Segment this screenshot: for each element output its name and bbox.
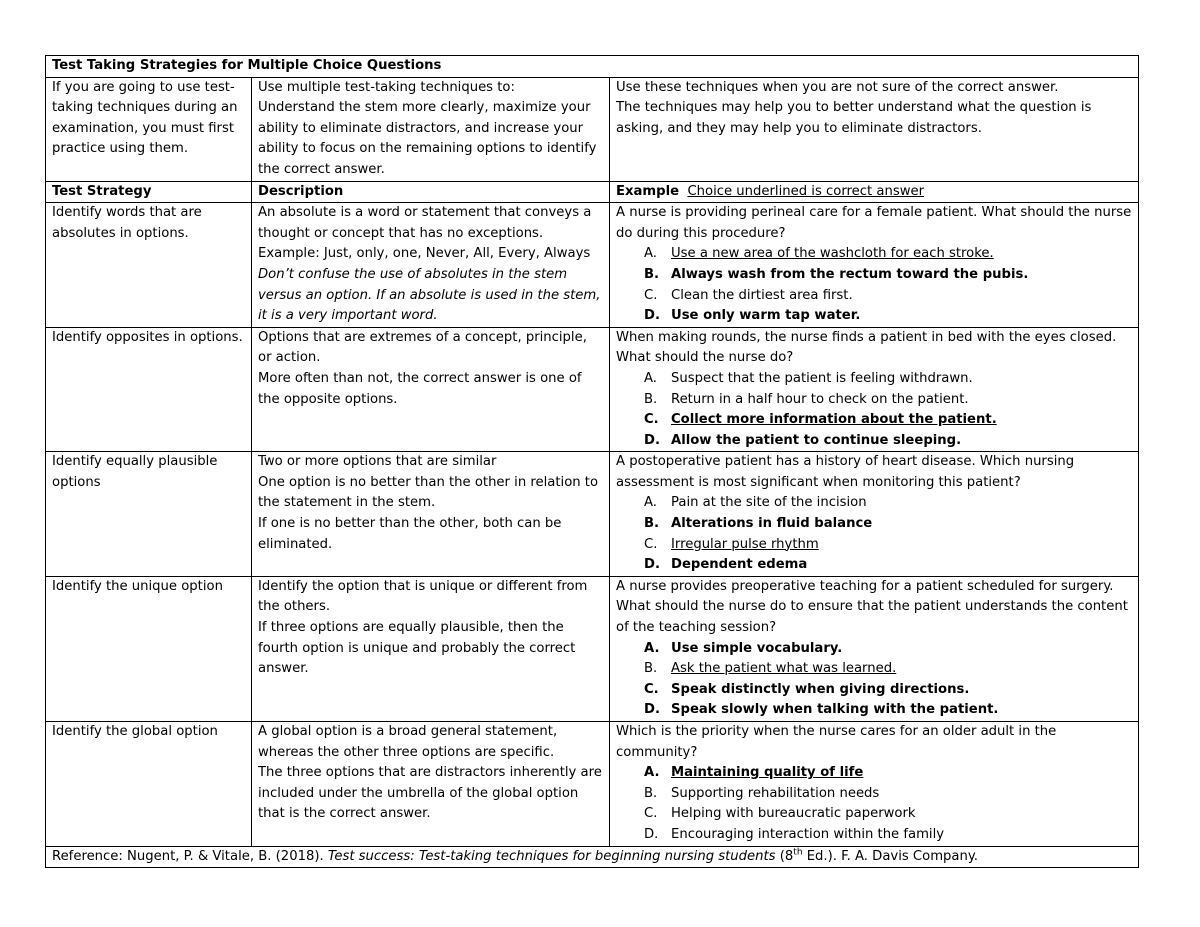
header-description: Description [252, 181, 610, 203]
answer-option [616, 244, 1132, 265]
answer-option [616, 804, 1132, 825]
example-cell [610, 203, 1139, 328]
option-letter: A. [644, 640, 660, 656]
option-letter: D. [644, 308, 660, 324]
strategy-cell: Identify opposites in options. [46, 327, 252, 452]
strategy-row [46, 327, 1139, 452]
answer-option [616, 784, 1132, 805]
reference-edition: (8 [775, 848, 794, 864]
intro-col2-line: Understand the stem more clearly, maximize your ability to eliminate distractors, and increase your ability to focus on the remaining options to identify the correct answer. [258, 100, 597, 177]
description-cell [252, 452, 610, 577]
option-letter: A. [644, 495, 657, 511]
option-letter: B. [644, 785, 658, 801]
intro-col3-line: The techniques may help you to better understand what the question is asking, and they may help you to eliminate distractors. [616, 100, 1092, 136]
description-cell [252, 327, 610, 452]
reference-row [46, 846, 1139, 868]
option-text: Collect more information about the patient. [671, 412, 997, 428]
description-line: Example: Just, only, one, Never, All, Every, Always [258, 246, 591, 262]
example-question: A nurse is providing perineal care for a female patient. What should the nurse do during this procedure? [616, 205, 1132, 241]
answer-option [616, 286, 1132, 307]
description-line: Options that are extremes of a concept, principle, or action. [258, 329, 587, 366]
option-letter: D. [644, 557, 660, 573]
option-letter: A. [644, 370, 657, 386]
strategies-table [45, 55, 1139, 868]
example-cell [610, 452, 1139, 577]
answer-option [616, 369, 1132, 390]
answer-option [616, 639, 1132, 660]
description-line: Two or more options that are similar [258, 454, 497, 470]
answer-option [616, 555, 1132, 576]
example-cell [610, 576, 1139, 721]
document-page [45, 55, 1138, 868]
strategy-row [46, 722, 1139, 847]
answer-options [616, 369, 1132, 451]
example-cell [610, 327, 1139, 452]
description-line: A global option is a broad general statement, whereas the other three options are specific. [258, 724, 558, 760]
answer-option [616, 306, 1132, 327]
intro-col3-line: Use these techniques when you are not sure of the correct answer. [616, 79, 1059, 95]
answer-option [616, 535, 1132, 556]
option-letter: C. [644, 287, 658, 303]
title-row [46, 56, 1139, 78]
answer-options [616, 763, 1132, 845]
option-text: Speak distinctly when giving directions. [671, 681, 970, 697]
option-letter: D. [644, 702, 660, 718]
example-question: Which is the priority when the nurse cares for an older adult in the community? [616, 724, 1057, 760]
reference-edition-sup: th [793, 847, 803, 858]
answer-option [616, 431, 1132, 452]
option-text: Suspect that the patient is feeling withdrawn. [671, 370, 973, 386]
option-text: Allow the patient to continue sleeping. [671, 432, 962, 448]
description-cell [252, 722, 610, 847]
reference-book-title: Test success: Test-taking techniques for beginning nursing students [327, 848, 776, 864]
description-cell [252, 203, 610, 328]
option-text: Maintaining quality of life [671, 765, 864, 781]
option-text: Irregular pulse rhythm [671, 536, 819, 552]
intro-col1: If you are going to use test-taking techniques during an examination, you must first practice using them. [46, 77, 252, 181]
answer-option [616, 514, 1132, 535]
reference-prefix: Reference: Nugent, P. & Vitale, B. (2018). [52, 848, 328, 864]
option-letter: C. [644, 806, 658, 822]
description-line: The three options that are distractors inherently are included under the umbrella of the global option that is the correct answer. [258, 765, 602, 822]
option-text: Helping with bureaucratic paperwork [671, 806, 916, 822]
answer-options [616, 639, 1132, 721]
strategy-row [46, 203, 1139, 328]
header-example-label: Example [616, 183, 680, 199]
option-letter: A. [644, 765, 660, 781]
option-text: Alterations in fluid balance [671, 516, 873, 532]
header-example-note: Choice underlined is correct answer [687, 183, 925, 199]
reference-suffix: Ed.). F. A. Davis Company. [802, 848, 978, 864]
answer-option [616, 659, 1132, 680]
option-text: Speak slowly when talking with the patient. [671, 702, 999, 718]
answer-option [616, 763, 1132, 784]
answer-option [616, 265, 1132, 286]
answer-options [616, 244, 1132, 326]
strategy-row [46, 576, 1139, 721]
option-text: Clean the dirtiest area first. [671, 287, 853, 303]
strategy-row [46, 452, 1139, 577]
table-title: Test Taking Strategies for Multiple Choice Questions [46, 56, 1139, 78]
description-line: If one is no better than the other, both can be eliminated. [258, 516, 562, 552]
intro-row [46, 77, 1139, 181]
strategy-cell: Identify the unique option [46, 576, 252, 721]
example-question: A nurse provides preoperative teaching for a patient scheduled for surgery. What should the nurse do to ensure that the patient understands the content of the teaching session? [616, 578, 1128, 636]
option-text: Ask the patient what was learned. [671, 661, 897, 677]
description-line: Don’t confuse the use of absolutes in the stem versus an option. If an absolute is used in the stem, it is a very important word. [258, 266, 601, 324]
description-line: One option is no better than the other in relation to the statement in the stem. [258, 474, 599, 511]
option-text: Pain at the site of the incision [671, 495, 867, 511]
description-line: An absolute is a word or statement that conveys a thought or concept that has no exceptions. [258, 205, 592, 241]
option-letter: C. [644, 681, 659, 697]
intro-col2-line: Use multiple test-taking techniques to: [258, 79, 515, 95]
example-question: A postoperative patient has a history of heart disease. Which nursing assessment is most significant when monitoring this patient? [616, 454, 1075, 490]
description-line: More often than not, the correct answer is one of the opposite options. [258, 370, 582, 407]
answer-option [616, 410, 1132, 431]
option-text: Use simple vocabulary. [671, 640, 843, 656]
strategy-cell: Identify words that are absolutes in options. [46, 203, 252, 328]
strategy-cell: Identify equally plausible options [46, 452, 252, 577]
description-cell [252, 576, 610, 721]
option-letter: B. [644, 391, 658, 407]
option-text: Use only warm tap water. [671, 308, 861, 324]
option-letter: C. [644, 412, 659, 428]
reference-cell [46, 846, 1139, 868]
answer-option [616, 825, 1132, 846]
strategy-cell: Identify the global option [46, 722, 252, 847]
example-question: When making rounds, the nurse finds a patient in bed with the eyes closed. What should the nurse do? [616, 329, 1117, 366]
intro-col2 [252, 77, 610, 181]
answer-option [616, 493, 1132, 514]
answer-options [616, 493, 1132, 575]
option-letter: D. [644, 432, 660, 448]
option-letter: B. [644, 516, 660, 532]
option-text: Use a new area of the washcloth for each stroke. [671, 246, 994, 262]
option-letter: C. [644, 536, 658, 552]
intro-col3 [610, 77, 1139, 181]
answer-option [616, 680, 1132, 701]
header-row [46, 181, 1139, 203]
option-letter: B. [644, 661, 658, 677]
description-line: If three options are equally plausible, then the fourth option is unique and probably the correct answer. [258, 620, 576, 677]
header-strategy: Test Strategy [46, 181, 252, 203]
option-letter: D. [644, 826, 659, 842]
option-text: Supporting rehabilitation needs [671, 785, 880, 801]
option-letter: B. [644, 266, 660, 282]
option-letter: A. [644, 246, 657, 262]
example-cell [610, 722, 1139, 847]
option-text: Encouraging interaction within the family [671, 826, 945, 842]
answer-option [616, 700, 1132, 721]
option-text: Always wash from the rectum toward the pubis. [671, 266, 1029, 282]
answer-option [616, 390, 1132, 411]
header-example [610, 181, 1139, 203]
option-text: Dependent edema [671, 557, 808, 573]
description-line: Identify the option that is unique or different from the others. [258, 578, 588, 615]
option-text: Return in a half hour to check on the patient. [671, 391, 969, 407]
